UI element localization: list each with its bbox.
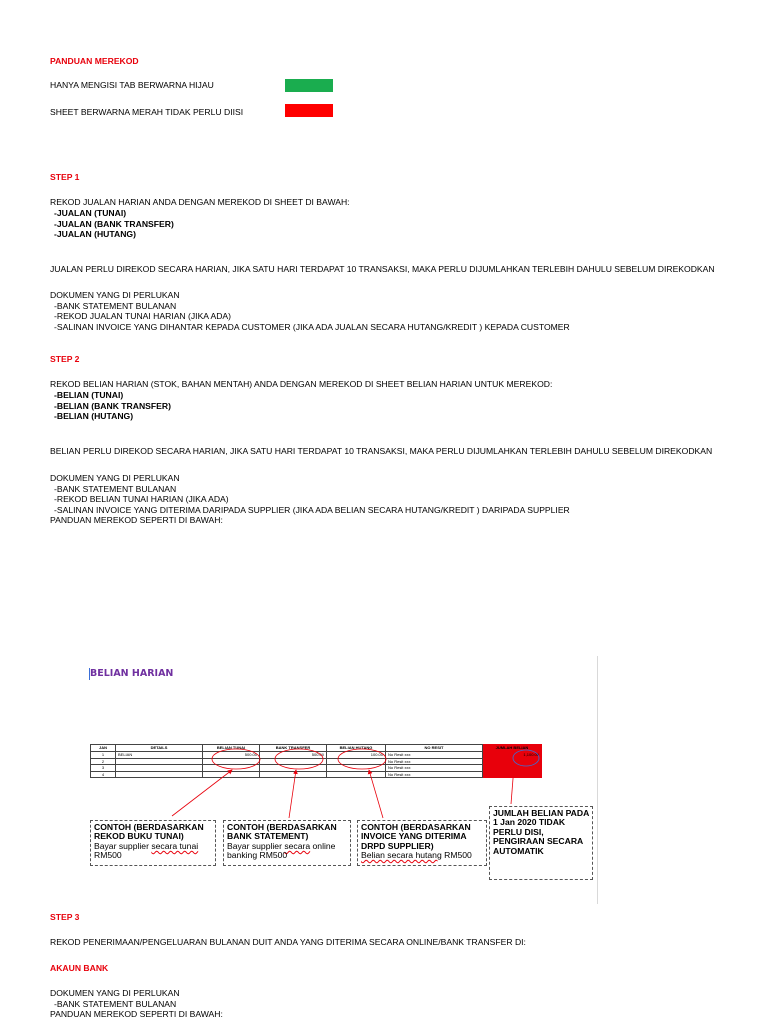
step2-docs [50,473,570,526]
step3-docs-title: DOKUMEN YANG DI PERLUKAN [50,988,180,998]
col-belian-hutang: BELIAN HUTANG [327,745,386,752]
step1-doc: -REKOD JUALAN TUNAI HARIAN (JIKA ADA) [54,311,232,322]
page-title: PANDUAN MEREKOD [50,56,139,66]
callout-text: Bayar supplier [227,840,285,851]
legend-red-label: SHEET BERWARNA MERAH TIDAK PERLU DIISI [50,107,244,117]
step1-docs-title: DOKUMEN YANG DI PERLUKAN [50,290,180,300]
arrow-hutang [369,770,383,818]
col-no-resit: NO RESIT [386,745,483,752]
cell: 3 [91,765,116,772]
step1-note: JUALAN PERLU DIREKOD SECARA HARIAN, JIKA SATU HARI TERDAPAT 10 TRANSAKSI, MAKA PERLU DIJUMLAHKAN TERLEBIH DAHULU SEBELUM DIREKODKAN [50,264,715,274]
step3-title: STEP 3 [50,912,80,922]
callout-body [227,842,347,861]
callout-underlined: secara [284,840,311,851]
step2-note: BELIAN PERLU DIREKOD SECARA HARIAN, JIKA SATU HARI TERDAPAT 10 TRANSAKSI, MAKA PERLU DIJUMLAHKAN TERLEBIH DAHULU SEBELUM DIREKODKAN [50,446,713,456]
cell: No Resit xxx [386,771,483,778]
step1-item: -JUALAN (TUNAI) [54,208,127,218]
cell: 500.00 [260,752,327,759]
col-belian-tunai: BELIAN TUNAI [203,745,260,752]
callout-text: online banking RM500 [227,840,336,861]
step2-item: -BELIAN (BANK TRANSFER) [54,400,171,411]
step3-guide: PANDUAN MEREKOD SEPERTI DI BAWAH: [50,1009,223,1020]
highlight-tunai [212,749,260,769]
step1-intro: REKOD JUALAN HARIAN ANDA DENGAN MEREKOD DI SHEET DI BAWAH: [50,197,350,207]
step1-doc: -BANK STATEMENT BULANAN [54,300,177,311]
step2-intro: REKOD BELIAN HARIAN (STOK, BAHAN MENTAH) ANDA DENGAN MEREKOD DI SHEET BELIAN HARIAN UNTUK MEREKOD: [50,379,553,389]
cell: 2 [91,758,116,765]
cell: BELIAN [116,752,203,759]
cell: No Resit xxx [386,758,483,765]
callout-bank [223,820,351,866]
callout-body [361,851,483,860]
step2-doc: -REKOD BELIAN TUNAI HARIAN (JIKA ADA) [54,494,229,505]
col-jumlah-belian: JUMLAH BELIAN [483,745,542,752]
step2-item: -BELIAN (TUNAI) [54,390,124,400]
cell: 1 [91,752,116,759]
step2-item: -BELIAN (HUTANG) [54,411,134,422]
cell: 100.00 [327,752,386,759]
step2-doc: -SALINAN INVOICE YANG DITERIMA DARIPADA SUPPLIER (JIKA ADA BELIAN SECARA HUTANG/KREDIT ) DARIPADA SUPPLIER [54,504,570,515]
callout-underlined: secara tunai [151,840,199,851]
callout-text: RM500 [94,850,122,861]
callout-body [94,842,212,861]
step1-item: -JUALAN (BANK TRANSFER) [54,218,174,229]
sheet-title: BELIAN HARIAN [90,668,174,679]
step3-doc: -BANK STATEMENT BULANAN [54,998,177,1009]
callout-tunai [90,820,216,866]
callout-underlined: Belian secara hutang [361,850,442,861]
highlight-jumlah [513,750,539,766]
callout-hutang [357,820,487,866]
arrow-jumlah [511,766,514,804]
step2-doc: -BANK STATEMENT BULANAN [54,483,177,494]
cell: 1,100.00 [483,752,542,759]
step2-title: STEP 2 [50,354,80,364]
step3-docs [50,988,223,1020]
step2-items [54,390,171,422]
col-jan: JAN [91,745,116,752]
callout-heading: JUMLAH BELIAN PADA 1 Jan 2020 TIDAK PERLU DISI, PENGIRAAN SECARA AUTOMATIK [493,808,589,856]
arrow-tunai [172,770,232,816]
callout-heading: CONTOH (BERDASARKAN INVOICE YANG DITERIMA DRPD SUPPLIER) [361,822,471,851]
callout-text: RM500 [441,850,472,861]
highlight-bank [275,749,323,769]
step2-docs-title: DOKUMEN YANG DI PERLUKAN [50,473,180,483]
step3-account: AKAUN BANK [50,963,109,973]
cell: 500.00 [203,752,260,759]
cell: 4 [91,771,116,778]
step1-title: STEP 1 [50,172,80,182]
cell: No Resit xxx [386,765,483,772]
callout-text: Bayar supplier [94,840,152,851]
step1-doc: -SALINAN INVOICE YANG DIHANTAR KEPADA CUSTOMER (JIKA ADA JUALAN SECARA HUTANG/KREDIT ) KEPADA CUSTOMER [54,321,570,332]
step1-items [54,208,174,240]
green-swatch [285,79,333,92]
step3-intro: REKOD PENERIMAAN/PENGELUARAN BULANAN DUIT ANDA YANG DITERIMA SECARA ONLINE/BANK TRANSFER DI: [50,937,526,947]
highlight-hutang [338,749,386,769]
arrow-bank [289,770,296,818]
callout-heading: CONTOH (BERDASARKAN REKOD BUKU TUNAI) [94,822,204,842]
col-details: DETAILS [116,745,203,752]
legend-green-label: HANYA MENGISI TAB BERWARNA HIJAU [50,80,214,90]
red-swatch [285,104,333,117]
belian-harian-screenshot [86,656,598,904]
callout-jumlah [489,806,593,880]
step1-docs [50,290,570,332]
cell: No Resit xxx [386,752,483,759]
callout-heading: CONTOH (BERDASARKAN BANK STATEMENT) [227,822,337,842]
step2-guide: PANDUAN MEREKOD SEPERTI DI BAWAH: [50,515,223,526]
step1-item: -JUALAN (HUTANG) [54,229,136,240]
col-bank-transfer: BANK TRANSFER [260,745,327,752]
